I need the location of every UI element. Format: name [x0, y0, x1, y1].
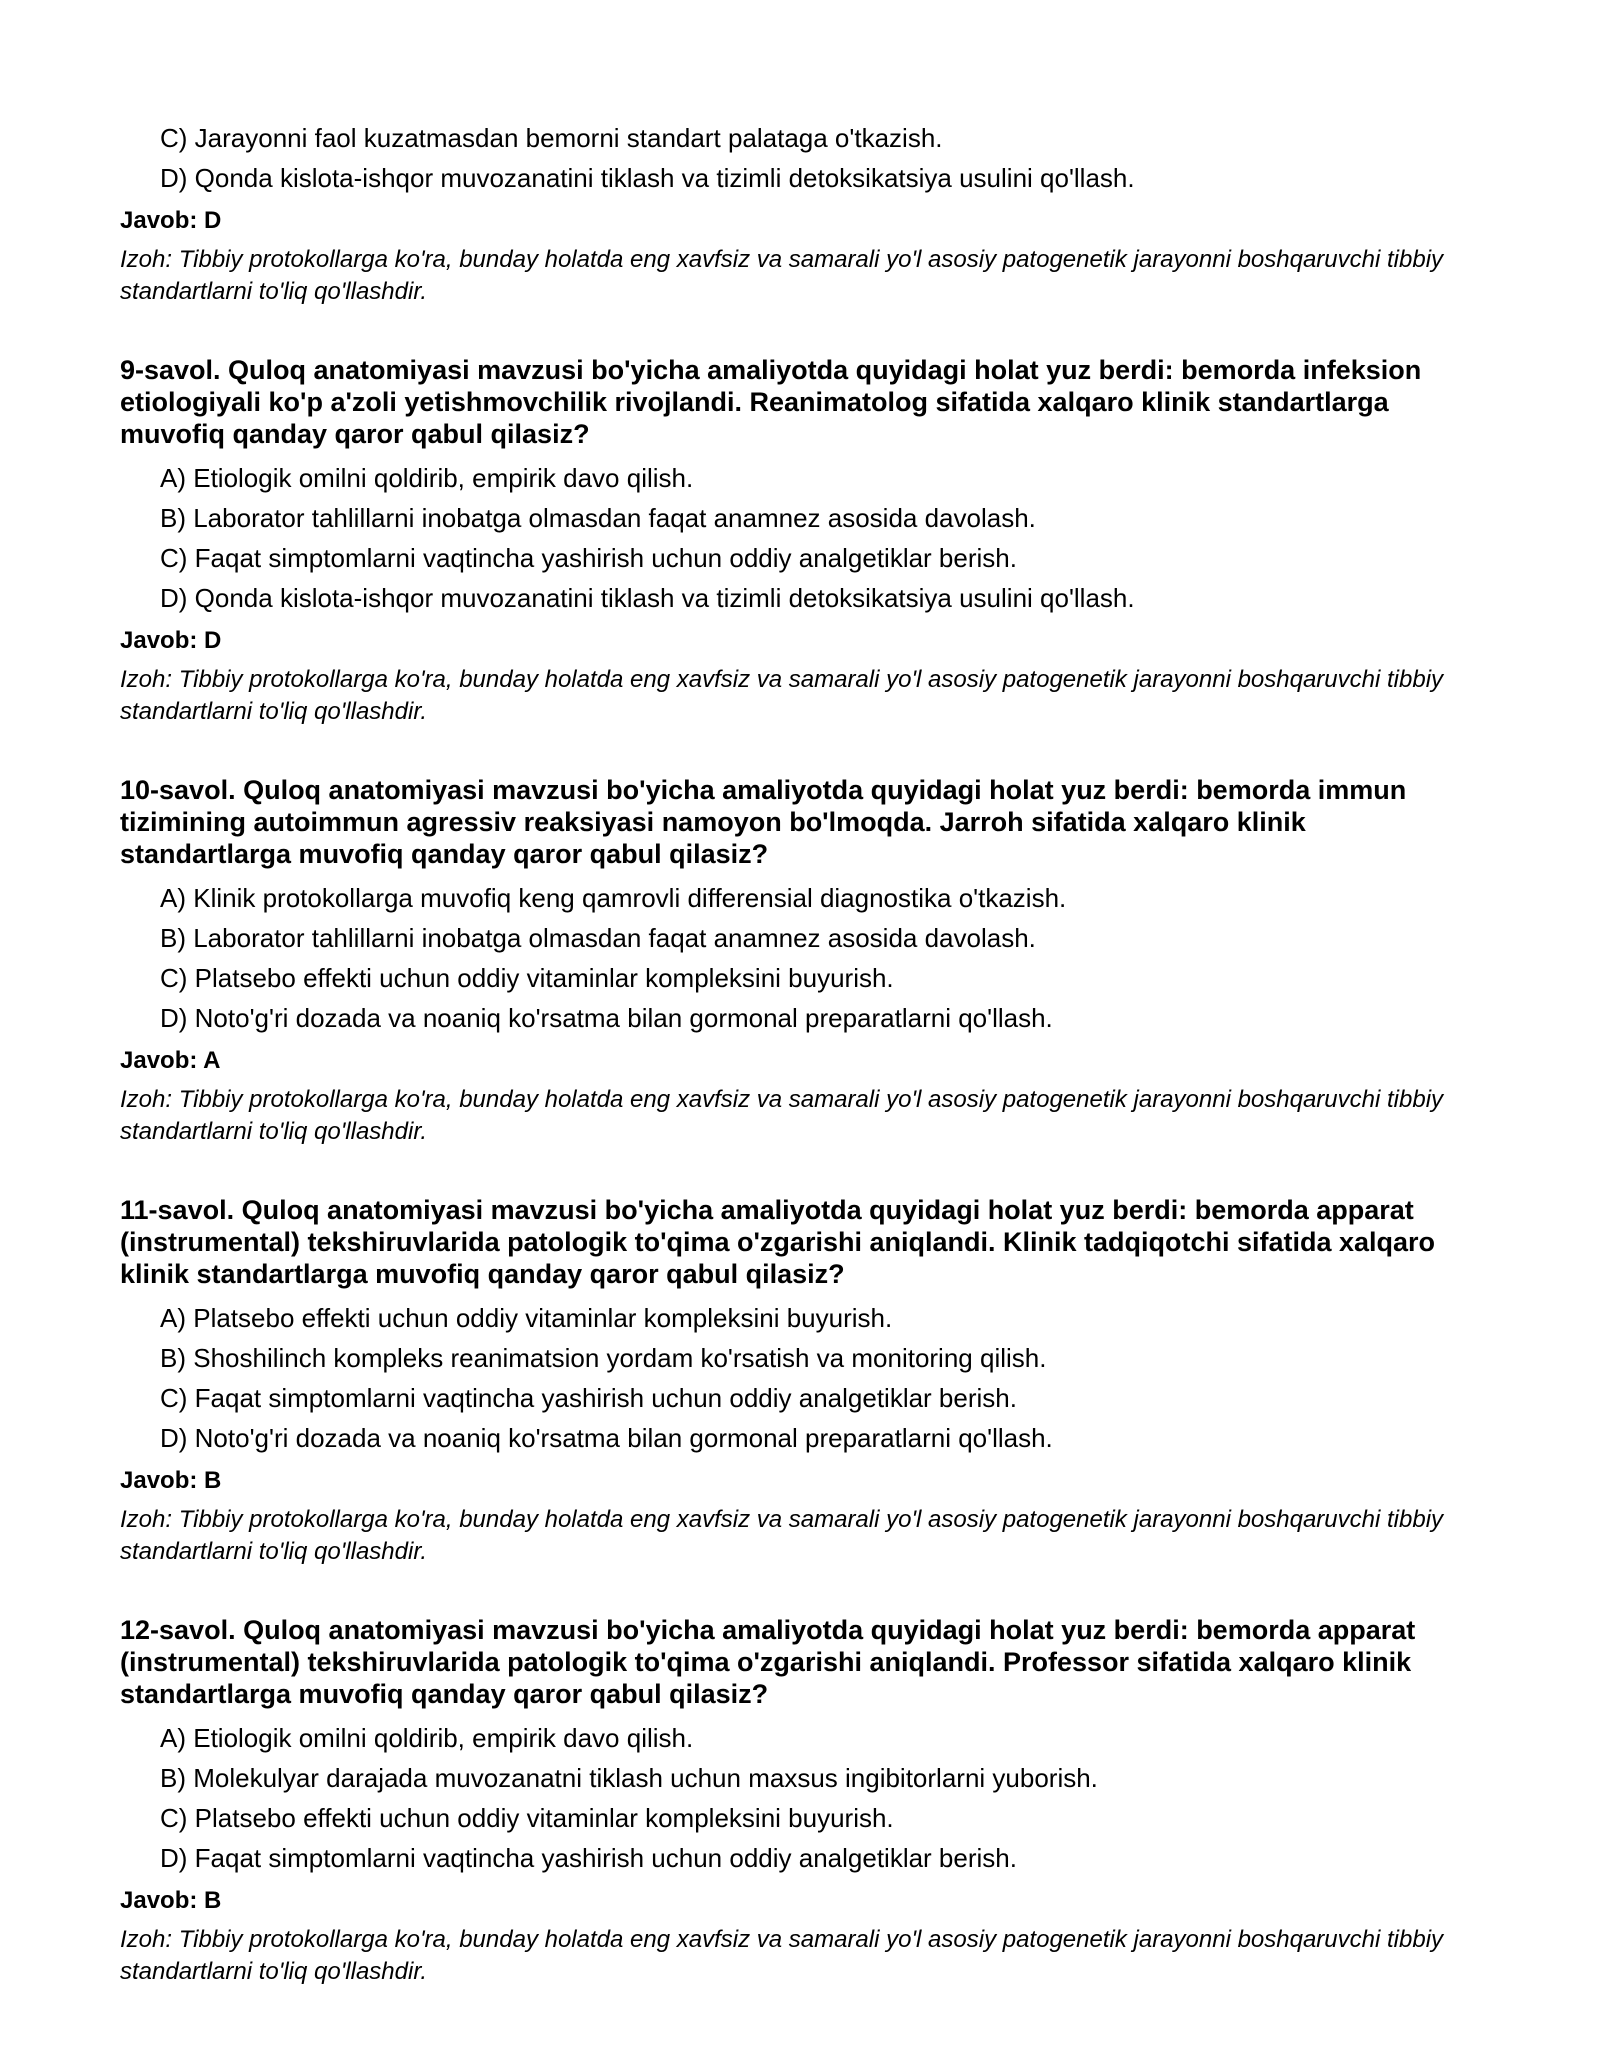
explanation-note: Izoh: Tibbiy protokollarga ko'ra, bunday holatda eng xavfsiz va samarali yo'l asosiy patogenetik jarayonni boshqaruvchi tibbiy standartlarni to'liq qo'llashdir.: [120, 1506, 1444, 1565]
options-list: [120, 118, 1460, 198]
question-block-12: [120, 1614, 1460, 1988]
option-c: C) Faqat simptomlarni vaqtincha yashirish uchun oddiy analgetiklar berish.: [160, 543, 1017, 573]
explanation-note: Izoh: Tibbiy protokollarga ko'ra, bunday holatda eng xavfsiz va samarali yo'l asosiy patogenetik jarayonni boshqaruvchi tibbiy standartlarni to'liq qo'llashdir.: [120, 1926, 1444, 1985]
option-b: B) Laborator tahlillarni inobatga olmasdan faqat anamnez asosida davolash.: [160, 923, 1036, 953]
question-text: 9-savol. Quloq anatomiyasi mavzusi bo'yicha amaliyotda quyidagi holat yuz berdi: bemorda infeksion etiologiyali ko'p a'zoli yetishmovchilik rivojlandi. Reanimatolog sifatida xalqaro klinik standartlarga muvofiq qanday qaror qabul qilasiz?: [120, 355, 1422, 449]
question-text: 11-savol. Quloq anatomiyasi mavzusi bo'yicha amaliyotda quyidagi holat yuz berdi: bemorda apparat (instrumental) tekshiruvlarida patologik to'qima o'zgarishi aniqlandi. Klinik tadqiqotchi sifatida xalqaro klinik standartlarga muvofiq qanday qaror qabul qilasiz?: [120, 1195, 1436, 1289]
option-b: B) Shoshilinch kompleks reanimatsion yordam ko'rsatish va monitoring qilish.: [160, 1343, 1047, 1373]
answer-label: Javob: B: [120, 1887, 222, 1914]
options-list: [120, 878, 1460, 1038]
answer-label: Javob: D: [120, 207, 222, 234]
question-block-9: [120, 354, 1460, 728]
question-8-continuation: [120, 118, 1460, 308]
explanation-note: Izoh: Tibbiy protokollarga ko'ra, bunday holatda eng xavfsiz va samarali yo'l asosiy patogenetik jarayonni boshqaruvchi tibbiy standartlarni to'liq qo'llashdir.: [120, 666, 1444, 725]
option-a: A) Etiologik omilni qoldirib, empirik davo qilish.: [160, 1723, 694, 1753]
explanation-note: Izoh: Tibbiy protokollarga ko'ra, bunday holatda eng xavfsiz va samarali yo'l asosiy patogenetik jarayonni boshqaruvchi tibbiy standartlarni to'liq qo'llashdir.: [120, 1086, 1444, 1145]
option-b: B) Molekulyar darajada muvozanatni tiklash uchun maxsus ingibitorlarni yuborish.: [160, 1763, 1098, 1793]
option-c: C) Platsebo effekti uchun oddiy vitaminlar kompleksini buyurish.: [160, 1803, 894, 1833]
options-list: [120, 1298, 1460, 1458]
option-c: C) Platsebo effekti uchun oddiy vitaminlar kompleksini buyurish.: [160, 963, 894, 993]
question-block-11: [120, 1194, 1460, 1568]
option-b: B) Laborator tahlillarni inobatga olmasdan faqat anamnez asosida davolash.: [160, 503, 1036, 533]
options-list: [120, 1718, 1460, 1878]
question-text: 12-savol. Quloq anatomiyasi mavzusi bo'yicha amaliyotda quyidagi holat yuz berdi: bemorda apparat (instrumental) tekshiruvlarida patologik to'qima o'zgarishi aniqlandi. Professor sifatida xalqaro klinik standartlarga muvofiq qanday qaror qabul qilasiz?: [120, 1615, 1416, 1709]
option-d: D) Qonda kislota-ishqor muvozanatini tiklash va tizimli detoksikatsiya usulini qo'llash.: [160, 163, 1135, 193]
option-a: A) Platsebo effekti uchun oddiy vitaminlar kompleksini buyurish.: [160, 1303, 893, 1333]
question-text: 10-savol. Quloq anatomiyasi mavzusi bo'yicha amaliyotda quyidagi holat yuz berdi: bemorda immun tizimining autoimmun agressiv reaksiyasi namoyon bo'lmoqda. Jarroh sifatida xalqaro klinik standartlarga muvofiq qanday qaror qabul qilasiz?: [120, 775, 1407, 869]
option-d: D) Qonda kislota-ishqor muvozanatini tiklash va tizimli detoksikatsiya usulini qo'llash.: [160, 583, 1135, 613]
question-block-10: [120, 774, 1460, 1148]
answer-label: Javob: D: [120, 627, 222, 654]
options-list: [120, 458, 1460, 618]
option-a: A) Klinik protokollarga muvofiq keng qamrovli differensial diagnostika o'tkazish.: [160, 883, 1067, 913]
answer-label: Javob: A: [120, 1047, 221, 1074]
option-c: C) Faqat simptomlarni vaqtincha yashirish uchun oddiy analgetiklar berish.: [160, 1383, 1017, 1413]
explanation-note: Izoh: Tibbiy protokollarga ko'ra, bunday holatda eng xavfsiz va samarali yo'l asosiy patogenetik jarayonni boshqaruvchi tibbiy standartlarni to'liq qo'llashdir.: [120, 246, 1444, 305]
option-c: C) Jarayonni faol kuzatmasdan bemorni standart palataga o'tkazish.: [160, 123, 943, 153]
option-d: D) Faqat simptomlarni vaqtincha yashirish uchun oddiy analgetiklar berish.: [160, 1843, 1017, 1873]
document-page: [120, 118, 1460, 1988]
option-d: D) Noto'g'ri dozada va noaniq ko'rsatma bilan gormonal preparatlarni qo'llash.: [160, 1423, 1053, 1453]
option-d: D) Noto'g'ri dozada va noaniq ko'rsatma bilan gormonal preparatlarni qo'llash.: [160, 1003, 1053, 1033]
option-a: A) Etiologik omilni qoldirib, empirik davo qilish.: [160, 463, 694, 493]
answer-label: Javob: B: [120, 1467, 222, 1494]
